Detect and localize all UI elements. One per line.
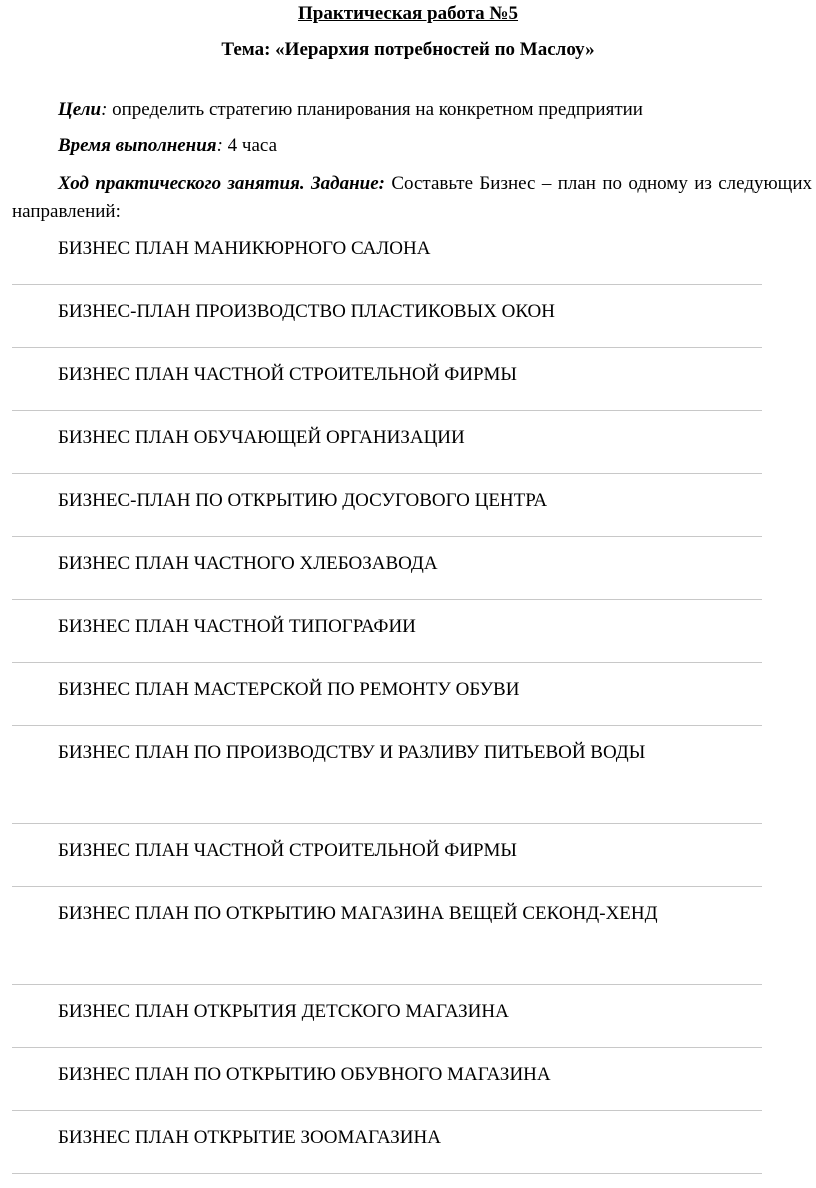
list-item-text: БИЗНЕС ПЛАН ЧАСТНОЙ СТРОИТЕЛЬНОЙ ФИРМЫ [58,364,517,385]
list-item [12,985,762,1048]
list-item-text: БИЗНЕС ПЛАН ЧАСТНОГО ХЛЕБОЗАВОДА [58,553,438,574]
list-item [12,726,762,824]
list-item-text: БИЗНЕС ПЛАН ОТКРЫТИЯ ДЕТСКОГО МАГАЗИНА [58,1001,509,1022]
list-item-text: БИЗНЕС ПЛАН ПО ОТКРЫТИЮ ОБУВНОГО МАГАЗИНА [58,1064,551,1085]
list-item [12,1048,762,1111]
time-text: 4 часа [222,135,278,156]
list-item [12,537,762,600]
list-item-text: БИЗНЕС ПЛАН ЧАСТНОЙ СТРОИТЕЛЬНОЙ ФИРМЫ [58,840,517,861]
business-plan-list [12,222,762,1174]
list-item-text: БИЗНЕС ПЛАН ЧАСТНОЙ ТИПОГРАФИИ [58,616,416,637]
list-item-text: БИЗНЕС ПЛАН ОБУЧАЮЩЕЙ ОРГАНИЗАЦИИ [58,427,465,448]
list-item [12,285,762,348]
list-item-text: БИЗНЕС ПЛАН ПО ОТКРЫТИЮ МАГАЗИНА ВЕЩЕЙ СЕКОНД-ХЕНД [58,903,658,924]
list-item [12,824,762,887]
page-subtitle: Тема: «Иерархия потребностей по Маслоу» [221,39,595,60]
list-item [12,348,762,411]
list-item [12,600,762,663]
list-item [12,887,762,985]
list-item [12,411,762,474]
list-item-text: БИЗНЕС ПЛАН МАСТЕРСКОЙ ПО РЕМОНТУ ОБУВИ [58,679,520,700]
list-item [12,222,762,285]
list-item [12,663,762,726]
page-title: Практическая работа №5 [297,3,519,24]
time-label: Время выполнения [58,135,217,156]
list-item-text: БИЗНЕС ПЛАН МАНИКЮРНОГО САЛОНА [58,238,431,259]
list-item [12,474,762,537]
goal-label: Цели [58,99,102,120]
list-item-text: БИЗНЕС-ПЛАН ПРОИЗВОДСТВО ПЛАСТИКОВЫХ ОКОН [58,301,555,322]
task-label: Ход практического занятия. Задание: [58,173,385,194]
goal-line: Цели: определить стратегию планирования на конкретном предприятии [58,99,643,120]
list-item-text: БИЗНЕС ПЛАН ПО ПРОИЗВОДСТВУ И РАЗЛИВУ ПИТЬЕВОЙ ВОДЫ [58,742,646,763]
list-item-text: БИЗНЕС ПЛАН ОТКРЫТИЕ ЗООМАГАЗИНА [58,1127,441,1148]
list-item [12,1111,762,1174]
list-item-text: БИЗНЕС-ПЛАН ПО ОТКРЫТИЮ ДОСУГОВОГО ЦЕНТРА [58,490,548,511]
goal-text: определить стратегию планирования на конкретном предприятии [107,99,643,120]
task-text: Составьте Бизнес – план по одному из следующих направлений: [12,173,812,222]
time-line: Время выполнения: 4 часа [58,135,278,156]
task-paragraph [12,170,812,226]
